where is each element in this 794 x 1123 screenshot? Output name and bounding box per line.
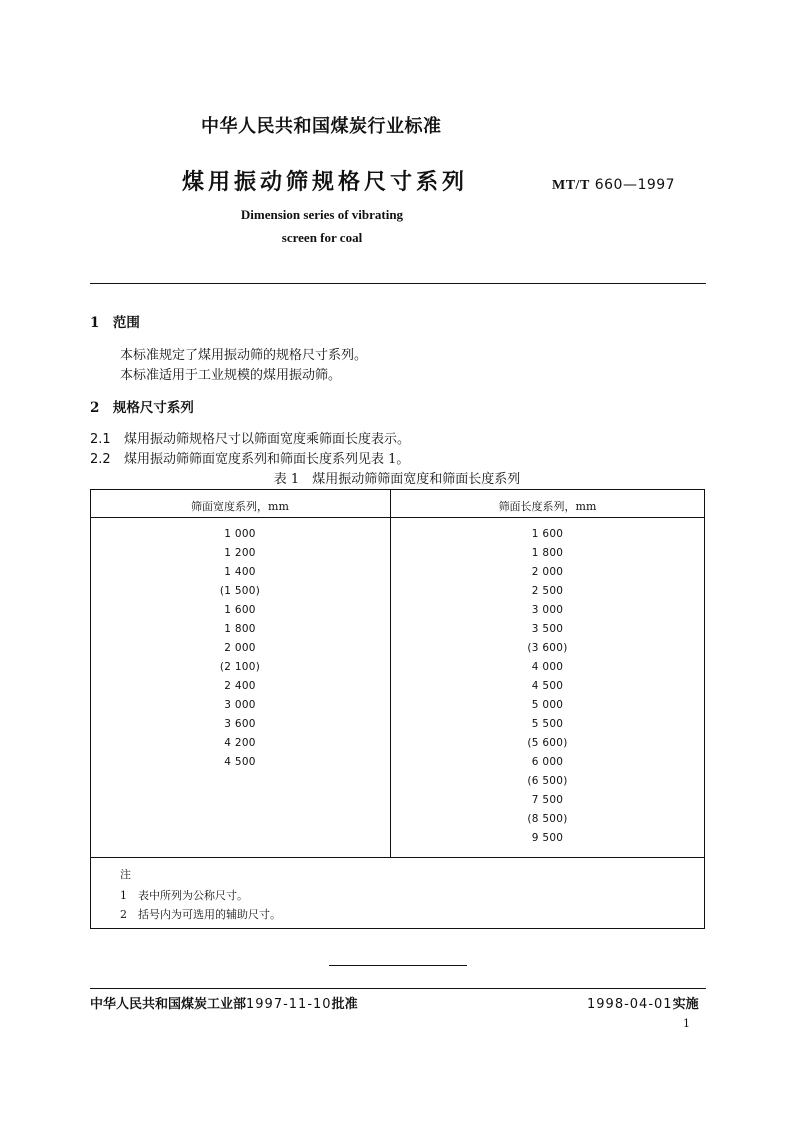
- length-cell: 7 500: [531, 794, 564, 806]
- width-cell: 4 500: [224, 756, 256, 768]
- clause-2-1-number: 2.1: [90, 432, 111, 447]
- issuing-body-heading: 中华人民共和国煤炭行业标准: [201, 116, 442, 137]
- standard-code-number: 660—1997: [594, 177, 676, 193]
- table-note-1-text: 表中所列为公称尺寸。: [138, 889, 248, 902]
- width-cell: 3 600: [224, 718, 256, 730]
- clause-2-2-text: 煤用振动筛筛面宽度系列和筛面长度系列见表 1。: [124, 452, 410, 467]
- standard-title: 煤用振动筛规格尺寸系列: [182, 169, 469, 195]
- width-cell: 1 400: [224, 566, 256, 578]
- length-cell: 5 500: [531, 718, 564, 730]
- length-cell: 2 000: [531, 566, 564, 578]
- width-cell: 1 200: [224, 547, 256, 559]
- length-series-header: 筛面长度系列，mm: [498, 500, 597, 513]
- english-title-line-1: Dimension series of vibrating: [240, 207, 404, 222]
- table-note-2: [120, 906, 281, 922]
- width-cell: 2 000: [224, 642, 256, 654]
- table-note-2-number: 2: [120, 908, 127, 921]
- width-cell: (1 500): [219, 585, 261, 597]
- width-cell: 4 200: [224, 737, 256, 749]
- length-cell: (3 600): [527, 642, 568, 654]
- length-cell: 9 500: [531, 832, 564, 844]
- section-1-paragraph-2: 本标准适用于工业规模的煤用振动筛。: [120, 368, 342, 383]
- english-title-line-2: screen for coal: [281, 230, 363, 245]
- end-of-text-rule: [329, 965, 467, 966]
- clause-2-2: [90, 448, 409, 467]
- width-cell: 1 800: [224, 623, 256, 635]
- width-series-header: 筛面宽度系列，mm: [191, 500, 289, 513]
- clause-2-1-text: 煤用振动筛规格尺寸以筛面宽度乘筛面长度表示。: [124, 432, 411, 447]
- length-cell: 4 500: [531, 680, 564, 692]
- table-notes-divider: [90, 857, 705, 858]
- clause-2-1: [90, 428, 410, 447]
- effective-line: [587, 993, 699, 1012]
- length-series-column: [390, 525, 705, 848]
- approval-suffix: 批准: [331, 997, 358, 1012]
- length-cell: 4 000: [531, 661, 564, 673]
- length-cell: 1 800: [531, 547, 564, 559]
- approval-org: 中华人民共和国煤炭工业部: [90, 997, 247, 1012]
- width-cell: 2 400: [224, 680, 256, 692]
- standard-code-prefix: MT/T: [552, 178, 590, 193]
- page-number: 1: [683, 1017, 690, 1030]
- width-cell: (2 100): [219, 661, 261, 673]
- approval-line: [90, 993, 358, 1012]
- table-note-label: 注: [120, 868, 131, 881]
- length-cell: (8 500): [527, 813, 568, 825]
- length-cell: (5 600): [527, 737, 568, 749]
- header-divider: [90, 283, 706, 284]
- table-note-1: [120, 887, 248, 903]
- length-cell: (6 500): [527, 775, 568, 787]
- table-note-1-number: 1: [120, 889, 127, 902]
- table-caption: 表 1 煤用振动筛筛面宽度和筛面长度系列: [273, 472, 521, 487]
- footer-divider: [90, 988, 706, 989]
- length-cell: 3 500: [531, 623, 564, 635]
- width-cell: 1 000: [224, 528, 256, 540]
- approval-date: 1997-11-10: [246, 997, 332, 1012]
- length-cell: 5 000: [531, 699, 564, 711]
- table-note-2-text: 括号内为可选用的辅助尺寸。: [138, 908, 281, 921]
- table-header-divider: [90, 517, 705, 518]
- effective-suffix: 实施: [672, 997, 699, 1012]
- clause-2-2-number: 2.2: [90, 452, 111, 467]
- standard-code: [552, 177, 675, 194]
- section-1-heading: 1 范围: [90, 315, 140, 331]
- width-series-column: [90, 525, 390, 772]
- length-cell: 6 000: [531, 756, 564, 768]
- effective-date: 1998-04-01: [587, 997, 673, 1012]
- width-cell: 1 600: [224, 604, 256, 616]
- section-1-paragraph-1: 本标准规定了煤用振动筛的规格尺寸系列。: [120, 348, 368, 363]
- length-cell: 1 600: [531, 528, 564, 540]
- length-cell: 2 500: [531, 585, 564, 597]
- section-2-heading: 2 规格尺寸系列: [90, 400, 194, 416]
- length-cell: 3 000: [531, 604, 564, 616]
- width-cell: 3 000: [224, 699, 256, 711]
